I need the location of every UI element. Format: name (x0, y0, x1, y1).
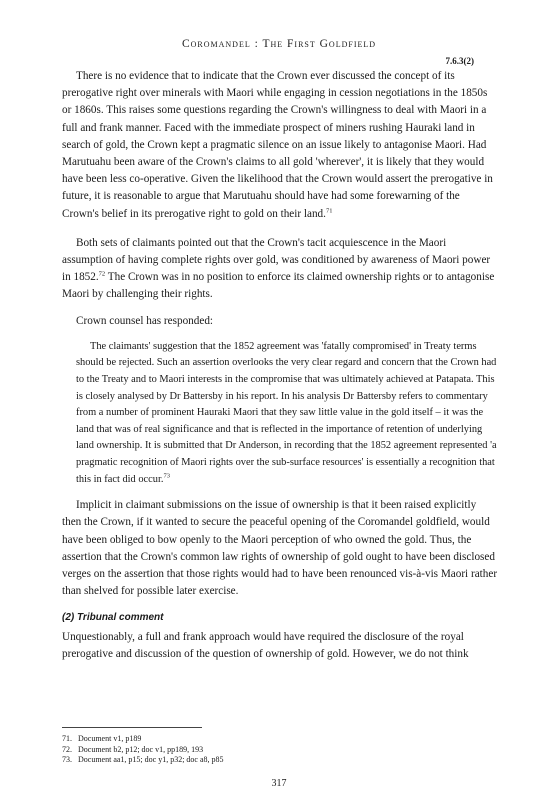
running-head: Coromandel : The First Goldfield (181, 38, 377, 50)
paragraph-3: Crown counsel has responded: (76, 314, 214, 327)
footnote-text: Document b2, p12; doc v1, pp189, 193 (78, 744, 204, 754)
paragraph-2-text-b: The Crown was in no position to enforce its claimed ownership rights or to antagonise Maori by challenging their rights. (62, 271, 495, 301)
paragraph-1-text: There is no evidence that to indicate that the Crown ever discussed the concept of its prerogative right over minerals with Maori while engaging in cession negotiations in the 1850s or 1860s. This raises some questions regarding the Crown's willingness to deal with Maori in a full and frank manner. Faced with the immediate prospect of miners rushing Hauraki land in search of gold, the Crown kept a pragmatic silence on an issue likely to antagonise Maori. Had Marutuahu been aware of the Crown's claims to all gold 'wherever', it is likely that they would have been less co-operative. Given the likelihood that the Crown would assert the prerogative in future, it is reasonable to argue that Marutuahu should have had some forewarning of the Crown's belief in its prerogative right to gold on their land. (62, 70, 493, 220)
footnote-divider (62, 727, 202, 728)
footnote-73 (62, 755, 498, 766)
paragraph-1 (62, 68, 498, 223)
block-quote (76, 339, 498, 488)
main-text (62, 68, 498, 672)
section-number: 7.6.3(2) (445, 56, 474, 66)
paragraph-2 (62, 235, 498, 304)
footnote-number: 72. (62, 744, 72, 754)
footnote-ref-71[interactable]: 71 (325, 206, 333, 214)
block-quote-text: The claimants' suggestion that the 1852 agreement was 'fatally compromised' in Treaty terms should be rejected. Such an assertion overlooks the very clear regard and concern that the Crown had to the Treaty and to Maori interests in the compromise that was ultimately achieved at Patapata. This is closely analysed by Dr Battersby in his report. In his analysis Dr Battersby refers to commentary from a number of prominent Hauraki Maori that they saw little value in the gold itself – it was the land that was of real significance and that is reflected in the importance of retention of underlying land ownership. It is submitted that Dr Anderson, in recording that the 1852 agreement represented 'a pragmatic recognition of Maori rights over the sub-surface resources' is essentially a recognition that this in fact did occur. (76, 340, 497, 485)
paragraph-2-text-a: Both sets of claimants pointed out that the Crown's tacit acquiescence in the Maori assumption of having complete rights over gold, was conditioned by awareness of Maori power in 1852. (62, 236, 491, 284)
paragraph-5: Unquestionably, a full and frank approach would have required the disclosure of the royal prerogative and discussion of the question of ownership of gold. However, we do not think (62, 630, 469, 660)
paragraph-4: Implicit in claimant submissions on the issue of ownership is that it been raised explicitly then the Crown, if it wanted to secure the peaceful opening of the Coromandel goldfield, would have been obliged to bow openly to the Maori perception of who owned the gold. Thus, the assertion that the Crown's common law rights of ownership of gold ought to have been disclosed verges on the assertion that those rights would had to have been renounced vis-à-vis Maori rather than shelved for possible later exercise. (62, 499, 498, 598)
footnote-text: Document v1, p189 (78, 734, 142, 743)
section-subheading: (2) Tribunal comment (62, 612, 164, 624)
footnote-71 (62, 734, 498, 745)
footnote-ref-72[interactable]: 72 (98, 270, 106, 278)
footnote-72 (62, 745, 498, 756)
footnotes (62, 734, 498, 766)
footnote-ref-73[interactable]: 73 (163, 472, 170, 480)
footnote-number: 71. (62, 734, 72, 743)
footnote-number: 73. (62, 755, 72, 764)
page-number: 317 (271, 778, 287, 789)
footnote-text: Document aa1, p15; doc y1, p32; doc a8, p85 (78, 755, 224, 764)
